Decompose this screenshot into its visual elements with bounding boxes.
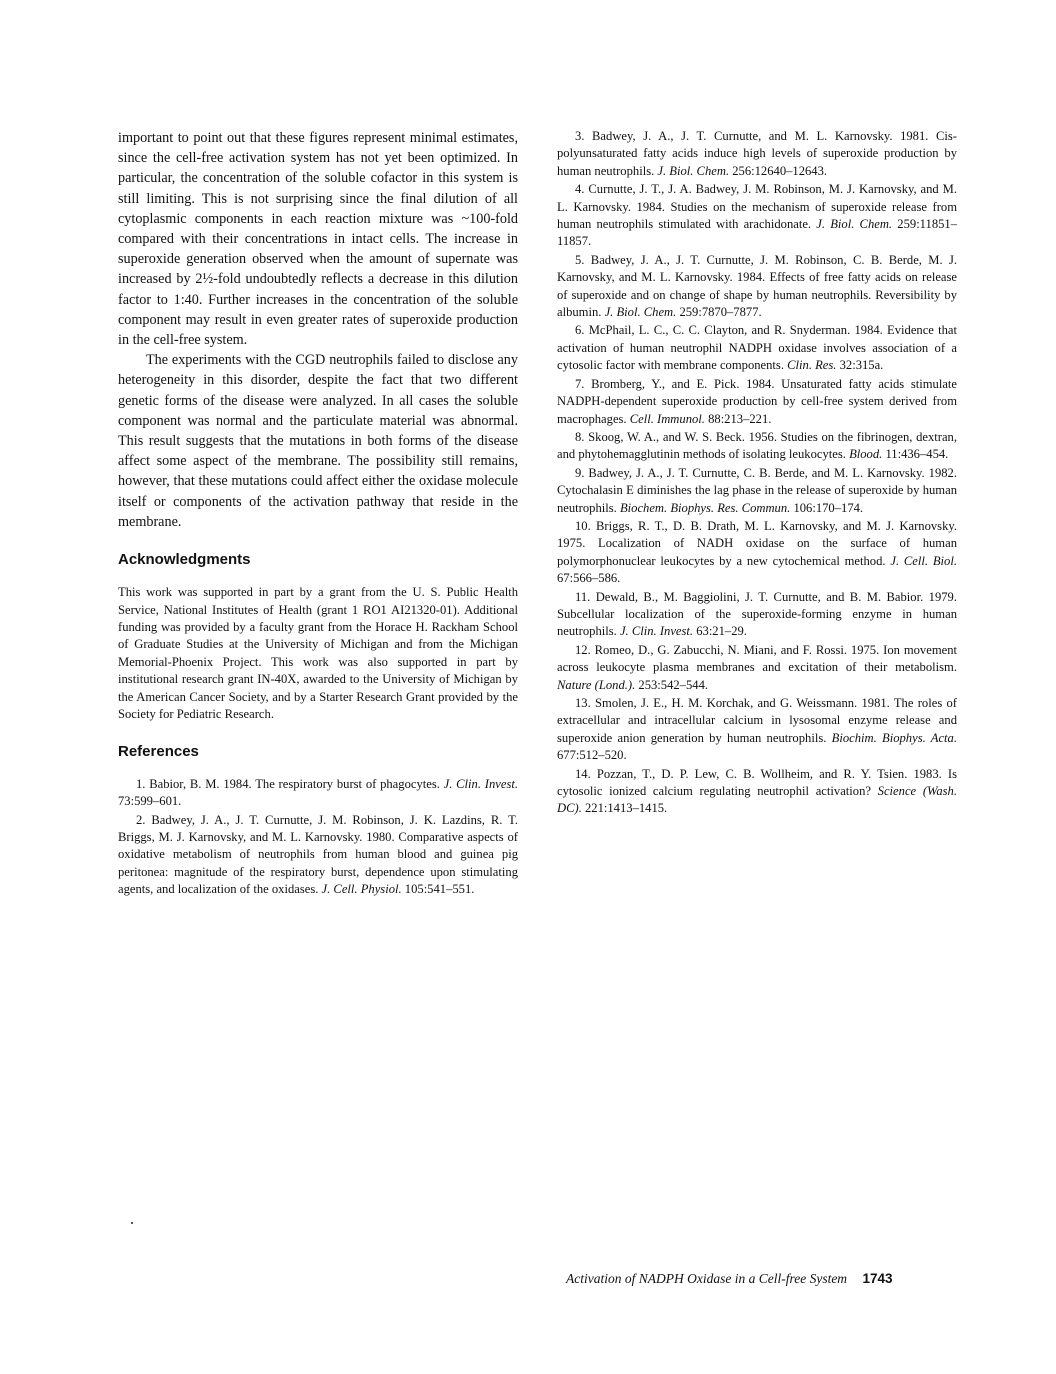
reference-journal: J. Clin. Invest. [443,776,518,791]
running-footer [566,1271,946,1287]
reference-item [557,518,957,588]
reference-item [557,322,957,374]
reference-number: 5. [575,252,591,267]
reference-text: Curnutte, J. T., J. A. Badwey, J. M. Robinson, M. J. Karnovsky, and M. L. Karnovsky. 1984. Studies on the mechanism of superoxide release from human neutrophils stimulated with arachidonate. [557,182,957,232]
reference-citation: 63:21–29. [696,624,747,639]
reference-journal: Science (Wash. DC). [557,784,957,816]
reference-journal: Nature (Lond.). [557,677,639,692]
reference-journal: J. Cell. Biol. [890,553,957,568]
reference-citation: 88:213–221. [708,411,772,426]
left-column [118,128,518,900]
body-paragraph-2: The experiments with the CGD neutrophils failed to disclose any heterogeneity in this disorder, despite the fact that two different genetic forms of the disease were analyzed. In all cases the soluble component was normal and the particulate material was abnormal. This result suggests that the mutations in both forms of the disease affect some aspect of the membrane. The possibility still remains, however, that these mutations could affect either the oxidase molecule itself or components of the activation pathway that reside in the membrane. [118,352,518,530]
right-column [557,128,957,819]
reference-item [557,766,957,818]
body-paragraph-1: important to point out that these figures represent minimal estimates, since the cell-free activation system has not yet been optimized. In particular, the concentration of the soluble cofactor in this system is still limiting. This is not surprising since the final dilution of all cytoplasmic components in each reaction mixture was ~100-fold compared with their concentrations in intact cells. The increase in superoxide generation observed when the amount of supernate was increased by 2½-fold undoubtedly reflects a decrease in this dilution factor to 1:40. Further increases in the concentration of the soluble component may result in even greater rates of superoxide production in the cell-free system. [118,130,518,349]
reference-text: Badwey, J. A., J. T. Curnutte, J. M. Robinson, J. K. Lazdins, R. T. Briggs, M. J. Karnovsky, and M. L. Karnovsky. 1980. Comparative aspects of oxidative metabolism of neutrophils from human blood and guinea pig peritonea: magnitude of the respiratory burst, dependence upon stimulating agents, and localization of the oxidases. [118,812,518,897]
reference-item [557,429,957,464]
reference-citation: 259:11851–11857. [557,217,958,249]
reference-journal: Clin. Res. [787,358,840,373]
reference-journal: Biochem. Biophys. Res. Commun. [619,500,794,515]
reference-citation: 73:599–601. [118,794,182,809]
reference-citation: 253:542–544. [638,677,709,692]
reference-text: McPhail, L. C., C. C. Clayton, and R. Snyderman. 1984. Evidence that activation of human neutrophil NADPH oxidase involves association of a cytosolic factor with membrane components. [557,323,958,373]
reference-number: 7. [575,376,592,391]
reference-number: 14. [575,766,597,781]
reference-citation: 11:436–454. [885,447,949,462]
reference-text: Briggs, R. T., D. B. Drath, M. L. Karnovsky, and M. J. Karnovsky. 1975. Localization of NADH oxidase on the surface of human polymorphonuclear leukocytes by a new cytochemical method. [557,518,958,568]
reference-text: Badwey, J. A., J. T. Curnutte, J. M. Robinson, C. B. Berde, M. J. Karnovsky, and M. L. Karnovsky. 1984. Effects of free fatty acids on release of superoxide and on change of shape by human neutrophils. Reversibility by albumin. [557,252,958,320]
page-number: 1743 [862,1271,893,1286]
reference-citation: 221:1413–1415. [585,801,668,816]
reference-number: 9. [575,465,589,480]
reference-text: Romeo, D., G. Zabucchi, N. Miani, and F. Rossi. 1975. Ion movement across leukocyte plasma membranes and excitation of their metabolism. [557,642,958,675]
reference-item [118,776,518,811]
reference-journal: J. Cell. Physiol. [321,882,405,897]
reference-number: 10. [575,518,597,533]
reference-citation: 67:566–586. [557,571,621,586]
reference-number: 13. [575,696,596,710]
reference-text: Smolen, J. E., H. M. Korchak, and G. Weissmann. 1981. The roles of extracellular and intracellular calcium in lysosomal enzyme release and superoxide anion generation by human neutrophils. [557,696,957,745]
reference-item [118,812,518,899]
reference-journal: J. Biol. Chem. [604,305,680,320]
reference-item [557,181,957,251]
running-title: Activation of NADPH Oxidase in a Cell-free System [566,1271,848,1286]
reference-list-right [557,128,957,818]
reference-text: Babior, B. M. 1984. The respiratory burst of phagocytes. [149,776,444,791]
reference-citation: 677:512–520. [557,748,627,763]
reference-text: Skoog, W. A., and W. S. Beck. 1956. Studies on the fibrinogen, dextran, and phytohemagglutinin methods of isolating leukocytes. [557,429,958,462]
reference-item [557,376,957,428]
reference-text: Badwey, J. A., J. T. Curnutte, and M. L. Karnovsky. 1981. Cis-polyunsaturated fatty acids induce high levels of superoxide production by human neutrophils. [557,129,957,178]
reference-number: 2. [136,812,152,827]
reference-citation: 106:170–174. [793,500,864,515]
references-heading: References [118,742,199,760]
reference-citation: 32:315a. [839,358,884,373]
reference-number: 1. [136,776,150,791]
reference-text: Dewald, B., M. Baggiolini, J. T. Curnutte, and B. M. Babior. 1979. Subcellular localization of the superoxide-forming enzyme in human neutrophils. [557,589,957,639]
reference-journal: J. Clin. Invest. [619,624,697,639]
reference-citation: 256:12640–12643. [732,163,828,178]
stray-mark [131,1222,133,1224]
reference-item [557,589,957,641]
reference-journal: Cell. Immunol. [629,411,709,426]
reference-number: 11. [575,589,596,604]
reference-citation: 259:7870–7877. [679,305,762,320]
reference-journal: J. Biol. Chem. [816,217,898,232]
reference-item [557,252,957,322]
reference-item [557,128,957,180]
reference-number: 6. [575,323,589,338]
reference-number: 3. [575,129,593,143]
reference-list-left [118,776,518,899]
reference-item [557,695,957,765]
reference-item [557,465,957,517]
reference-journal: Biochim. Biophys. Acta. [831,730,957,745]
reference-citation: 105:541–551. [404,882,475,897]
reference-number: 8. [575,429,589,444]
reference-text: Bromberg, Y., and E. Pick. 1984. Unsaturated fatty acids stimulate NADPH-dependent superoxide production by cell-free system derived from macrophages. [557,376,957,426]
reference-number: 12. [575,642,595,657]
reference-journal: Blood. [849,447,886,462]
acknowledgments-text: This work was supported in part by a grant from the U. S. Public Health Service, National Institutes of Health (grant 1 RO1 AI21320-01). Additional funding was provided by a faculty grant from the Horace H. Rackham School of Graduate Studies at the University of Michigan and from the Michigan Memorial-Phoenix Project. This work was also supported in part by institutional research grant IN-40X, awarded to the University of Michigan by the American Cancer Society, and by a Starter Research Grant provided by the Society for Pediatric Research. [118,585,518,722]
acknowledgments-heading: Acknowledgments [118,551,251,569]
reference-text: Pozzan, T., D. P. Lew, C. B. Wollheim, and R. Y. Tsien. 1983. Is cytosolic ionized calcium regulating neutrophil activation? [557,766,958,799]
reference-item [557,642,957,694]
reference-journal: J. Biol. Chem. [657,163,733,178]
reference-text: Badwey, J. A., J. T. Curnutte, C. B. Berde, and M. L. Karnovsky. 1982. Cytochalasin E diminishes the lag phase in the release of superoxide by human neutrophils. [557,465,957,515]
reference-number: 4. [575,182,589,197]
